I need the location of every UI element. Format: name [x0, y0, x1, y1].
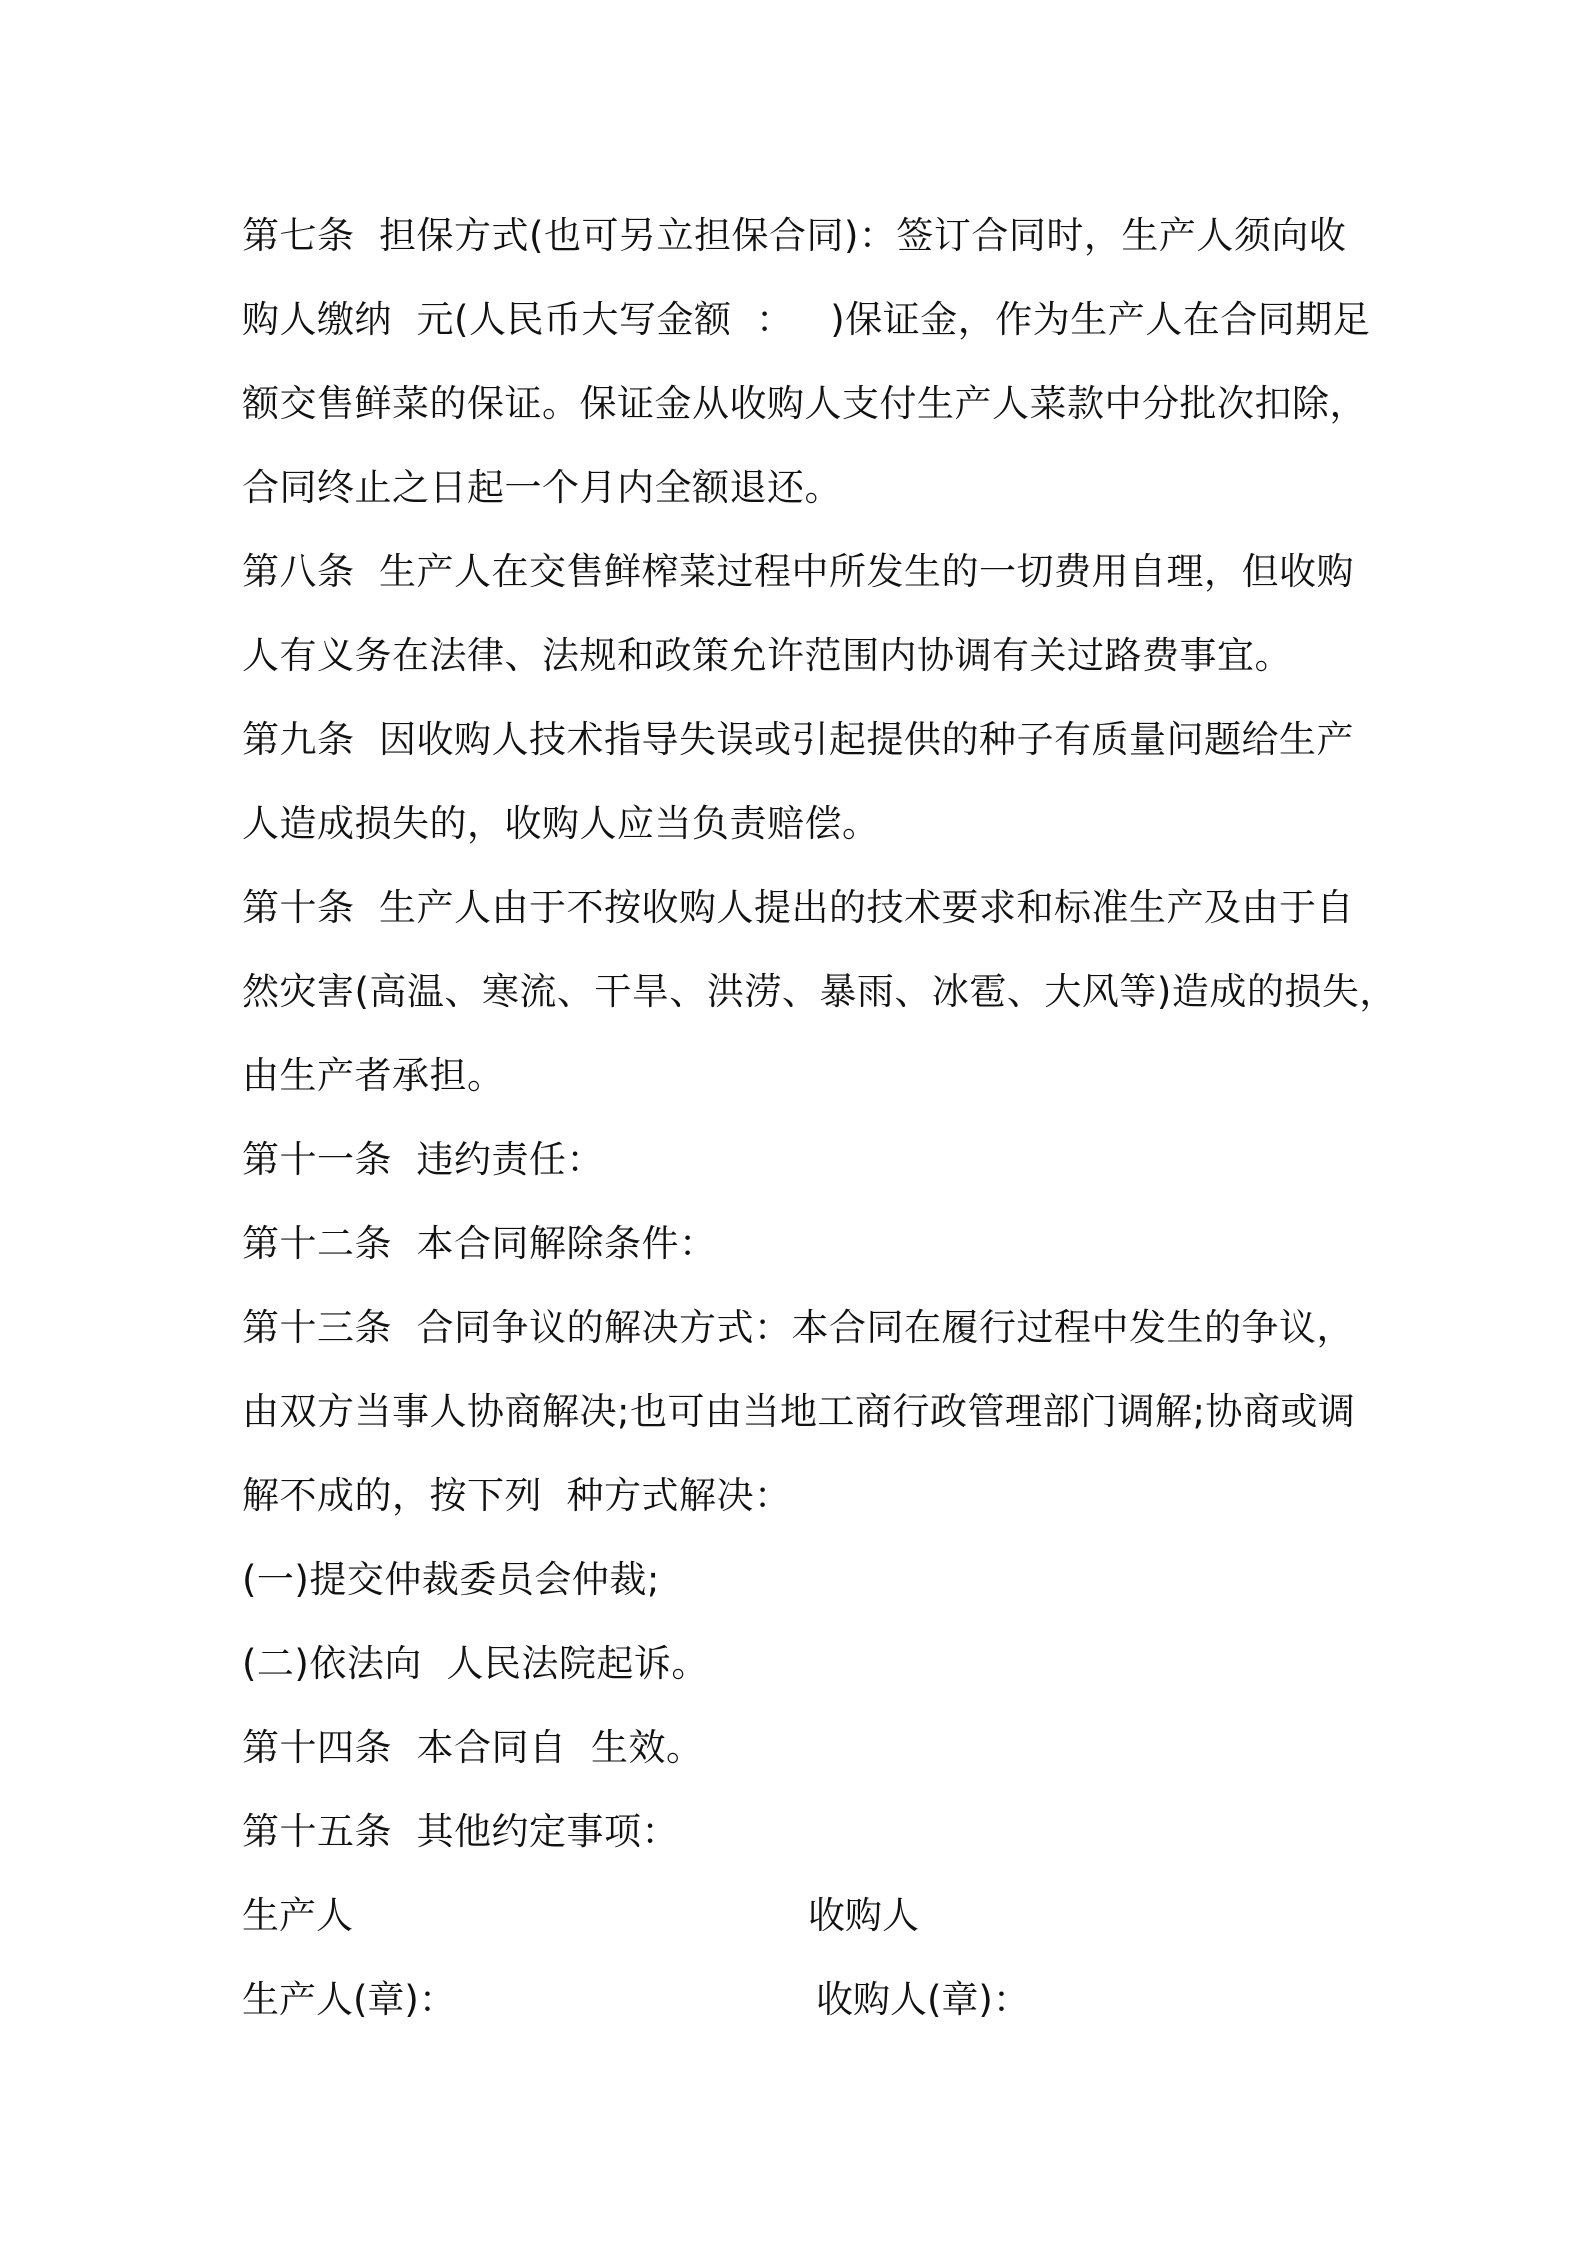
article-7-line-3: 额交售鲜菜的保证。保证金从收购人支付生产人菜款中分批次扣除， — [242, 382, 1367, 425]
signature-stamps-row — [242, 1958, 1362, 2042]
article-7-line-4: 合同终止之日起一个月内全额退还。 — [242, 466, 842, 509]
signature-labels-row — [242, 1874, 1362, 1958]
article-15: 第十五条 其他约定事项： — [242, 1810, 680, 1853]
article-9-line-2: 人造成损失的，收购人应当负责赔偿。 — [242, 802, 880, 845]
article-14: 第十四条 本合同自 生效。 — [242, 1726, 704, 1769]
producer-label: 生产人 — [242, 1894, 353, 1937]
article-13-line-1: 第十三条 合同争议的解决方式：本合同在履行过程中发生的争议， — [242, 1306, 1355, 1349]
article-8-line-2: 人有义务在法律、法规和政策允许范围内协调有关过路费事宜。 — [242, 634, 1292, 677]
article-13-line-2: 由双方当事人协商解决;也可由当地工商行政管理部门调解;协商或调 — [242, 1390, 1356, 1433]
article-13-line-3: 解不成的，按下列 种方式解决： — [242, 1474, 792, 1517]
contract-body — [242, 194, 1397, 2042]
article-10-line-3: 由生产者承担。 — [242, 1054, 505, 1097]
article-13-option-2: (二)依法向 人民法院起诉。 — [242, 1642, 709, 1685]
buyer-stamp-label: 收购人(章)： — [816, 1978, 1030, 2021]
article-8-line-1: 第八条 生产人在交售鲜榨菜过程中所发生的一切费用自理，但收购 — [242, 550, 1355, 593]
article-11: 第十一条 违约责任： — [242, 1138, 605, 1181]
article-10-line-1: 第十条 生产人由于不按收购人提出的技术要求和标准生产及由于自 — [242, 886, 1355, 929]
producer-stamp-label: 生产人(章)： — [242, 1978, 456, 2021]
article-12: 第十二条 本合同解除条件： — [242, 1222, 717, 1265]
buyer-label: 收购人 — [808, 1894, 919, 1937]
article-13-option-1: (一)提交仲裁委员会仲裁; — [242, 1558, 660, 1601]
article-7-line-1: 第七条 担保方式(也可另立担保合同)：签订合同时，生产人须向收 — [242, 214, 1347, 257]
article-9-line-1: 第九条 因收购人技术指导失误或引起提供的种子有质量问题给生产 — [242, 718, 1355, 761]
article-10-line-2: 然灾害(高温、寒流、干旱、洪涝、暴雨、冰雹、大风等)造成的损失， — [242, 970, 1397, 1013]
article-7-line-2: 购人缴纳 元(人民币大写金额 ： )保证金，作为生产人在合同期足 — [242, 298, 1371, 341]
